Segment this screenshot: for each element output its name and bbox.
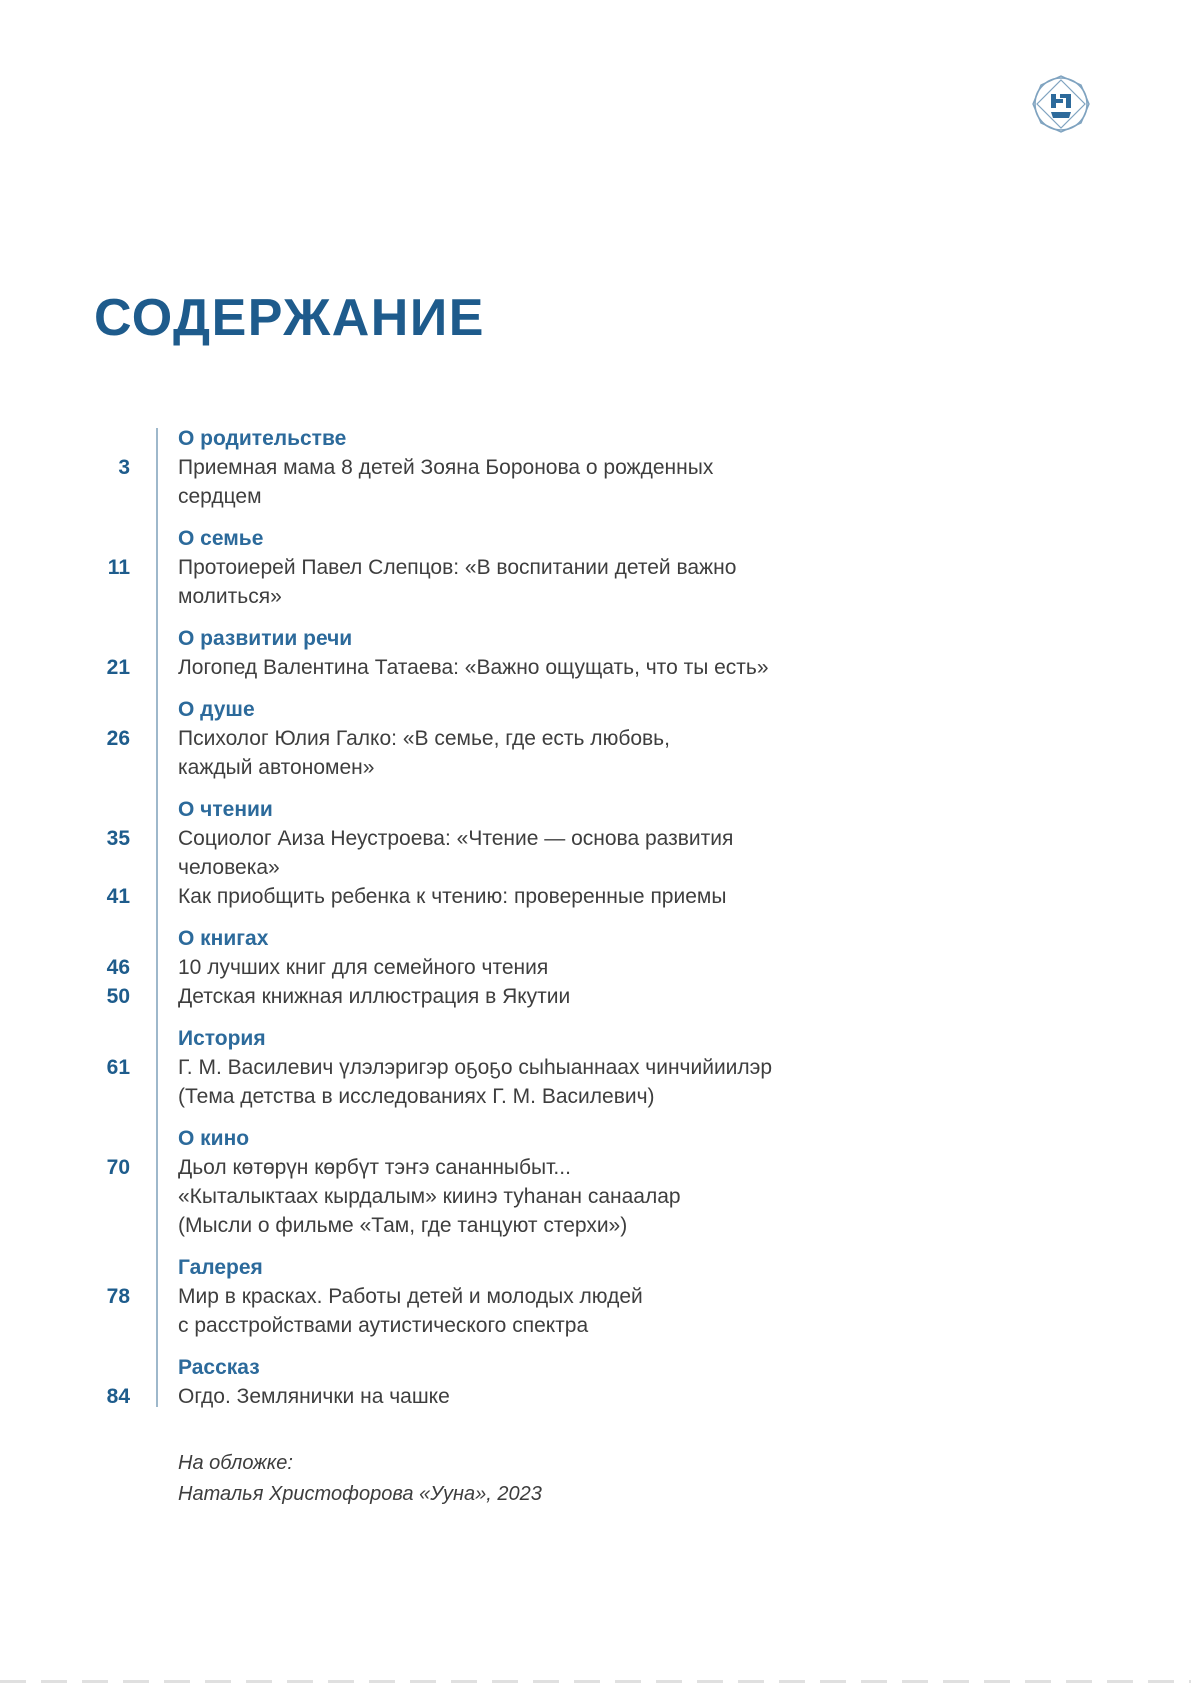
toc-entry-title [130,1053,772,1111]
toc-entry-page-number: 41 [106,885,130,908]
toc-section [90,795,850,911]
toc-entry-row [90,953,850,982]
toc-entry-title [130,953,548,982]
toc-section [90,1253,850,1340]
toc-section [90,1024,850,1111]
toc-entry-title-line: (Мысли о фильме «Там, где танцуют стерхи») [178,1214,628,1237]
toc-section-header: Рассказ [178,1356,260,1379]
toc-entry-title-line: молиться» [178,585,282,608]
toc-section-header: О книгах [178,927,269,950]
toc-entry-title-line: Дьол көтөрүн көрбүт тэҥэ сананныбыт... [178,1156,571,1179]
toc-entry-page-number: 46 [106,956,130,979]
toc-section-header: О чтении [178,798,273,821]
toc-section-header-row [90,924,850,953]
toc-entry-row [90,1282,850,1340]
toc-entry-title [130,724,670,782]
toc-section [90,924,850,1011]
toc-section-header-row [90,1124,850,1153]
toc-entry-row [90,824,850,882]
toc-entry-title [130,553,736,611]
table-of-contents [90,424,850,1411]
toc-section [90,524,850,611]
toc-section-header: История [178,1027,266,1050]
toc-entry-title-line: каждый автономен» [178,756,375,779]
publisher-emblem-icon [1029,72,1093,136]
cover-credit-label: На обложке: [178,1452,293,1474]
toc-entry-title [130,1153,681,1240]
toc-section-header-row [90,1253,850,1282]
cover-credit-value: Наталья Христофорова «Ууна», 2023 [178,1483,542,1505]
toc-section-header: Галерея [178,1256,263,1279]
toc-entry-title [130,824,733,882]
toc-entry-title [130,882,726,911]
toc-entry-title-line: Детская книжная иллюстрация в Якутии [178,985,571,1008]
page-bottom-edge-line [0,1680,1191,1683]
page-title: СОДЕРЖАНИЕ [94,289,485,347]
toc-entry-row [90,1053,850,1111]
toc-section [90,424,850,511]
toc-section-header: О семье [178,527,264,550]
toc-entry-page-number: 21 [106,656,130,679]
toc-section-header-row [90,424,850,453]
toc-entry-title-line: человека» [178,856,280,879]
cover-credit [178,1448,542,1510]
toc-entry-title-line: сердцем [178,485,262,508]
toc-entry-page-number: 35 [106,827,130,850]
toc-section [90,695,850,782]
toc-entry-page-number: 3 [118,456,130,479]
toc-entry-page-number: 26 [106,727,130,750]
toc-entry-row [90,882,850,911]
toc-entry-title-line: (Тема детства в исследованиях Г. М. Василевич) [178,1085,655,1108]
toc-entry-row [90,724,850,782]
toc-entry-title-line: Мир в красках. Работы детей и молодых людей [178,1285,643,1308]
toc-section-header: О душе [178,698,255,721]
toc-entry-title [130,1382,450,1411]
toc-entry-row [90,1382,850,1411]
toc-section-header-row [90,624,850,653]
toc-entry-page-number: 70 [106,1156,130,1179]
toc-section-header: О кино [178,1127,250,1150]
toc-entry-title-line: «Кыталыктаах кырдалым» киинэ туһанан санаалар [178,1185,681,1208]
toc-entry-title-line: Протоиерей Павел Слепцов: «В воспитании детей важно [178,556,737,579]
toc-entry-row [90,982,850,1011]
toc-entry-title-line: Логопед Валентина Татаева: «Важно ощущать, что ты есть» [178,656,769,679]
toc-section-header: О развитии речи [178,627,353,650]
toc-entry-title [130,653,769,682]
toc-entry-row [90,1153,850,1240]
toc-entry-row [90,653,850,682]
toc-entry-page-number: 84 [106,1385,130,1408]
toc-entry-page-number: 61 [106,1056,130,1079]
toc-section [90,1124,850,1240]
toc-entry-title-line: Г. М. Василевич үлэлэригэр оҕоҕо сыһыаннаах чинчийиилэр [178,1056,773,1079]
toc-entry-title-line: Приемная мама 8 детей Зояна Боронова о рожденных [178,456,714,479]
toc-entry-title [130,453,713,511]
toc-entry-title-line: Как приобщить ребенка к чтению: проверенные приемы [178,885,727,908]
toc-entry-title-line: Психолог Юлия Галко: «В семье, где есть любовь, [178,727,670,750]
toc-divider-line [156,428,158,1407]
toc-section [90,624,850,682]
toc-entry-row [90,553,850,611]
toc-entry-page-number: 11 [107,556,130,579]
toc-section [90,1353,850,1411]
toc-entry-page-number: 78 [106,1285,130,1308]
toc-section-header-row [90,1353,850,1382]
toc-sections [90,424,850,1411]
toc-section-header-row [90,1024,850,1053]
toc-entry-title-line: 10 лучших книг для семейного чтения [178,956,549,979]
toc-entry-title-line: с расстройствами аутистического спектра [178,1314,589,1337]
toc-entry-title [130,1282,643,1340]
toc-entry-title-line: Социолог Аиза Неустроева: «Чтение — основа развития [178,827,734,850]
toc-section-header-row [90,795,850,824]
toc-entry-title [130,982,570,1011]
toc-entry-title-line: Огдо. Землянички на чашке [178,1385,450,1408]
toc-entry-page-number: 50 [106,985,130,1008]
toc-section-header-row [90,524,850,553]
toc-section-header: О родительстве [178,427,347,450]
toc-entry-row [90,453,850,511]
toc-section-header-row [90,695,850,724]
